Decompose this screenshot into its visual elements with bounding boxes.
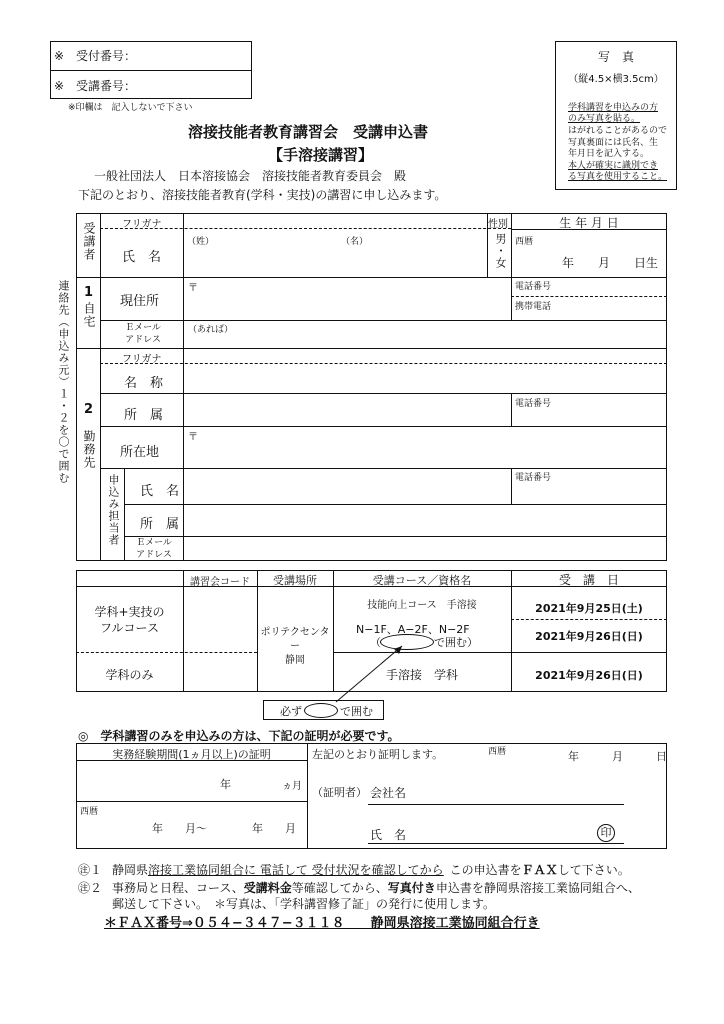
theory-date: 2021年9月26日(日) bbox=[535, 669, 643, 682]
arrow-icon bbox=[330, 640, 410, 706]
period-start[interactable]: 年 月〜 bbox=[152, 822, 207, 835]
photo-note-2: のみ写真を貼る。 bbox=[568, 114, 641, 124]
work-phone-label: 電話番号 bbox=[515, 399, 552, 409]
home-email-hint: （あれば） bbox=[188, 325, 234, 335]
photo-note-4: 写真裏面には氏名、生 bbox=[568, 138, 659, 148]
person-name-input[interactable] bbox=[184, 469, 510, 503]
surname-input[interactable] bbox=[184, 229, 336, 276]
note-1-e: して下さい。 bbox=[557, 863, 630, 877]
full-course-label[interactable] bbox=[76, 604, 183, 636]
venue-value bbox=[257, 626, 333, 668]
note-2-text bbox=[112, 879, 640, 896]
certificate-heading: ◎ 学科講習のみを申込みの方は、下記の証明が必要です。 bbox=[78, 729, 400, 743]
surname-hint: （姓） bbox=[187, 237, 215, 247]
person-email-label bbox=[126, 537, 182, 561]
photo-note-6: 本人が確実に識別でき bbox=[568, 161, 659, 171]
certifier-name-label: 氏 名 bbox=[370, 828, 407, 842]
photo-note-1: 学科講習を申込みの方 bbox=[568, 103, 659, 113]
person-dept-label: 所 属 bbox=[140, 517, 180, 532]
home-number[interactable]: 1 bbox=[84, 285, 94, 300]
certifier-label: （証明者） bbox=[312, 786, 367, 799]
circle-paren: （ bbox=[370, 636, 381, 649]
certify-date[interactable]: 年 月 日 bbox=[568, 750, 667, 763]
company-name-input[interactable] bbox=[184, 364, 666, 392]
work-furigana-label: フリガナ bbox=[122, 354, 162, 365]
gender-male-female[interactable]: 男・女 bbox=[494, 233, 507, 269]
photo-note-5: 年月日を記入する。 bbox=[568, 149, 650, 159]
full-course-line2: フルコース bbox=[100, 621, 159, 635]
note-1-b: 溶接工業協同組合に 電話して 受付状況を確認してから bbox=[148, 863, 444, 877]
home-phone-label: 電話番号 bbox=[515, 282, 552, 292]
note-1-a: 静岡県 bbox=[112, 863, 149, 877]
company-label: 会社名 bbox=[370, 786, 407, 800]
intro-text: 下記のとおり、溶接技能者教育(学科・実技)の講習に申し込みます。 bbox=[78, 188, 447, 202]
course-code-header: 講習会コード bbox=[190, 577, 250, 588]
applicant-label: 受講者 bbox=[82, 222, 96, 261]
address-label: 現住所 bbox=[120, 294, 160, 309]
note-1-label: ㊟１ bbox=[78, 863, 103, 877]
note-1-d: ＦＡＸ bbox=[521, 863, 558, 877]
note-2-e: 申込書を静岡県溶接工業協同組合へ、 bbox=[435, 881, 640, 895]
full-course-line1: 学科+実技の bbox=[94, 605, 165, 619]
experience-years[interactable]: 年 bbox=[220, 778, 231, 791]
home-address-input[interactable] bbox=[184, 290, 510, 319]
contact-person-label: 申込み担当者 bbox=[107, 474, 120, 546]
venue-line2: 静岡 bbox=[285, 655, 305, 666]
course-header: 受講コース／資格名 bbox=[372, 574, 472, 587]
given-name-hint: （名） bbox=[341, 237, 369, 247]
person-email-line2: アドレス bbox=[136, 550, 172, 560]
gender-label: 性別 bbox=[488, 219, 508, 230]
photo-size: （縦4.5×横3.5cm） bbox=[568, 74, 664, 85]
qualifications-options[interactable]: N−1F、A−2F、N−2F bbox=[356, 623, 470, 636]
person-phone-label: 電話番号 bbox=[515, 473, 552, 483]
name-label: 氏 名 bbox=[122, 250, 162, 265]
person-email-line1: Ｅメール bbox=[136, 538, 172, 548]
department-input[interactable] bbox=[184, 394, 510, 425]
note-1-c: この申込書を bbox=[449, 863, 522, 877]
company-name-label: 名 称 bbox=[124, 376, 164, 391]
note-2-c: 等確認してから、 bbox=[291, 881, 388, 895]
full-course-date-2: 2021年9月26日(日) bbox=[535, 630, 643, 643]
period-end[interactable]: 年 月 bbox=[252, 822, 296, 835]
photo-note-7: る写真を使用すること。 bbox=[568, 172, 668, 182]
home-postal-mark: 〒 bbox=[188, 283, 198, 294]
note-2-label: ㊟２ bbox=[78, 881, 103, 895]
furigana-label: フリガナ bbox=[122, 219, 162, 230]
date-header: 受 講 日 bbox=[558, 573, 619, 587]
email-label-line2: アドレス bbox=[125, 335, 161, 345]
skill-course-label: 技能向上コース 手溶接 bbox=[367, 600, 477, 611]
photo-note-3: はがれることがあるので bbox=[568, 126, 668, 136]
home-email-input[interactable] bbox=[240, 321, 666, 347]
addressee: 一般社団法人 日本溶接協会 溶接技能者教育委員会 殿 bbox=[94, 169, 407, 183]
page-title: 溶接技能者教育講習会 受講申込書 bbox=[188, 123, 429, 141]
home-mobile-label: 携帯電話 bbox=[515, 302, 552, 312]
home-email-label bbox=[104, 322, 182, 346]
photo-title: 写 真 bbox=[597, 50, 634, 64]
work-postal-mark: 〒 bbox=[188, 432, 198, 443]
full-course-date-1: 2021年9月25日(土) bbox=[535, 602, 643, 615]
note-2-second-line: 郵送して下さい。 ＊写真は、「学科講習修了証」の発行に使用します。 bbox=[112, 897, 496, 911]
certify-seireki: 西暦 bbox=[488, 747, 507, 757]
must-circle-right: で囲む bbox=[340, 705, 373, 718]
home-label: 自宅 bbox=[82, 302, 96, 328]
birthdate-label: 生 年 月 日 bbox=[559, 216, 619, 230]
location-label: 所在地 bbox=[120, 445, 160, 460]
work-label: 勤務先 bbox=[82, 430, 96, 469]
fax-number[interactable]: ＊ＦＡＸ番号⇒０５４−３４７−３１１８ 静岡県溶接工業協同組合行き bbox=[104, 916, 540, 931]
venue-header: 受講場所 bbox=[273, 574, 317, 587]
theory-course-label: 手溶接 学科 bbox=[385, 668, 458, 682]
venue-line1: ポリテクセンター bbox=[260, 627, 330, 652]
certify-text: 左記のとおり証明します。 bbox=[312, 748, 444, 761]
circle-note: で囲む） bbox=[434, 636, 478, 649]
birthdate-input[interactable]: 年 月 日生 bbox=[562, 256, 659, 270]
department-label: 所 属 bbox=[124, 408, 164, 423]
location-input[interactable] bbox=[184, 438, 666, 467]
period-seireki: 西暦 bbox=[80, 807, 99, 817]
work-number[interactable]: 2 bbox=[84, 402, 94, 417]
person-name-label: 氏 名 bbox=[140, 484, 180, 499]
note-2-d: 写真付き bbox=[387, 881, 436, 895]
reception-number-field[interactable]: ※ 受付番号： bbox=[54, 49, 137, 63]
experience-months[interactable]: ヵ月 bbox=[282, 781, 302, 792]
office-use-note: ※印欄は 記入しないで下さい bbox=[68, 103, 193, 113]
note-2-b: 受講料金 bbox=[243, 881, 292, 895]
person-email-input[interactable] bbox=[184, 537, 666, 560]
email-label-line1: Ｅメール bbox=[125, 323, 161, 333]
must-circle-left: 必ず bbox=[280, 705, 302, 718]
seal-icon: 印 bbox=[597, 824, 615, 842]
note-1-text bbox=[112, 861, 630, 878]
given-name-input[interactable] bbox=[338, 229, 486, 276]
contact-side-label: 連絡先（申込み元）１・２を〇で囲む bbox=[57, 280, 70, 484]
birth-seireki: 西暦 bbox=[515, 237, 534, 247]
note-2-a: 事務局と日程、コース、 bbox=[112, 881, 244, 895]
course-number-field[interactable]: ※ 受講番号： bbox=[54, 79, 137, 93]
page-subtitle: 【手溶接講習】 bbox=[268, 146, 374, 164]
experience-header: 実務経験期間(1ヵ月以上)の証明 bbox=[112, 748, 271, 761]
person-dept-input[interactable] bbox=[184, 505, 666, 535]
theory-only-label[interactable]: 学科のみ bbox=[105, 668, 154, 682]
